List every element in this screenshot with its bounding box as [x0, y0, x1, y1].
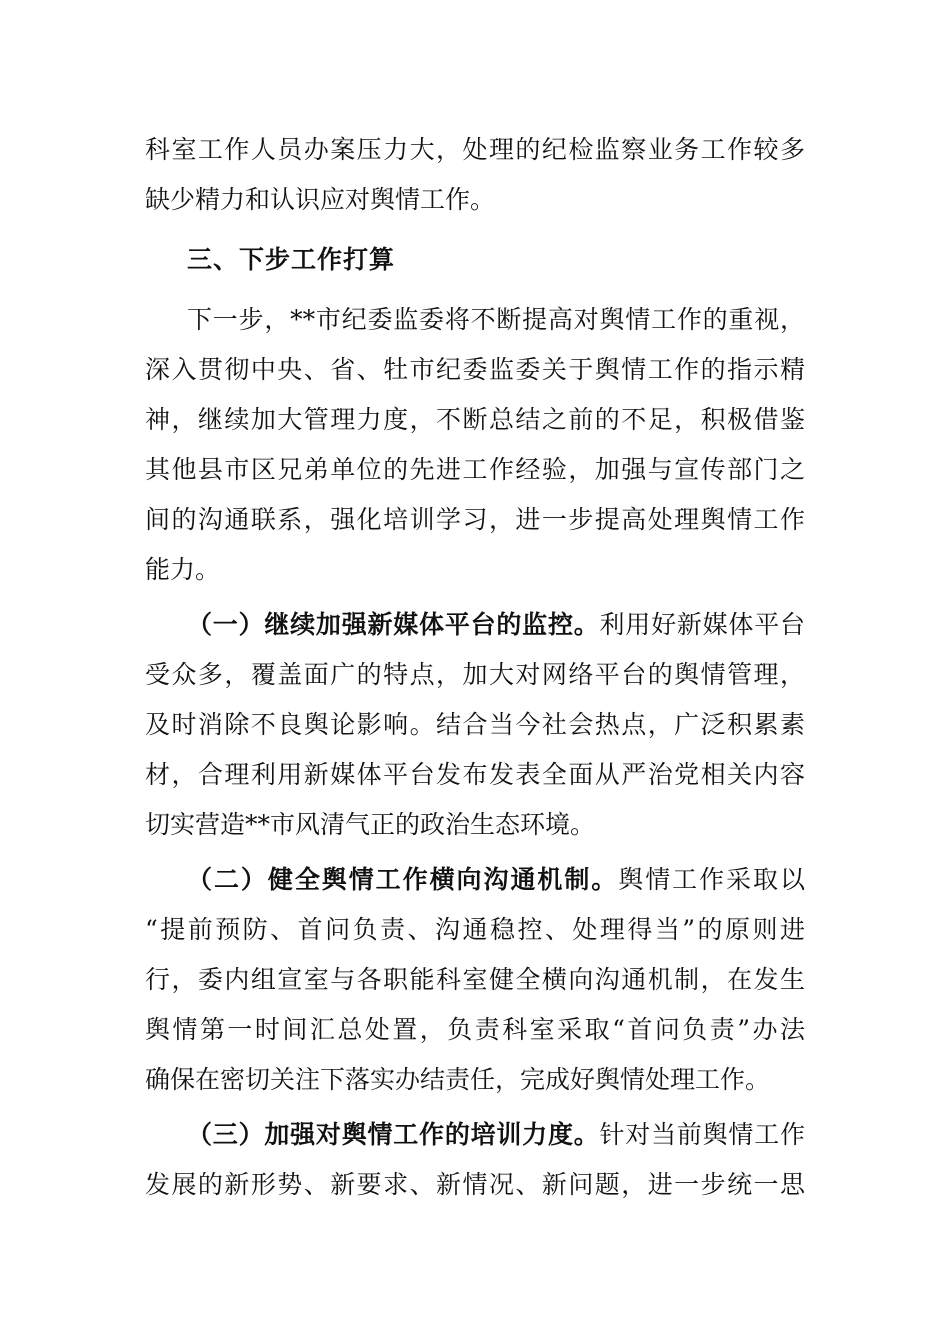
paragraph-line: 科室工作人员办案压力大，处理的纪检监察业务工作较多 [145, 135, 805, 164]
paragraph-line: 能力。 [145, 555, 221, 584]
subsection-title: （三）加强对舆情工作的培训力度。 [187, 1120, 600, 1149]
subsection-first-line [187, 605, 805, 645]
paragraph-line: 神，继续加大管理力度，不断总结之前的不足，积极借鉴 [145, 405, 805, 434]
subsection-title: （二）健全舆情工作横向沟通机制。 [187, 865, 619, 894]
paragraph-line: 深入贯彻中央、省、牡市纪委监委关于舆情工作的指示精 [145, 355, 805, 384]
subsection-title: （一）继续加强新媒体平台的监控。 [187, 610, 600, 639]
paragraph-line: 确保在密切关注下落实办结责任，完成好舆情处理工作。 [145, 1065, 771, 1094]
section-heading: 三、下步工作打算 [187, 245, 396, 274]
subsection-text: 针对当前舆情工作 [599, 1120, 805, 1149]
subsection-text: 利用好新媒体平台 [599, 610, 805, 639]
paragraph-line: 舆情第一时间汇总处置，负责科室采取“首问负责”办法 [145, 1015, 805, 1044]
subsection-text: 舆情工作采取以 [618, 865, 805, 894]
paragraph-line: 及时消除不良舆论影响。结合当今社会热点，广泛积累素 [145, 710, 805, 739]
paragraph-line: “提前预防、首问负责、沟通稳控、处理得当”的原则进 [145, 915, 805, 944]
paragraph-line: 其他县市区兄弟单位的先进工作经验，加强与宣传部门之 [145, 455, 805, 484]
paragraph-line: 间的沟通联系，强化培训学习，进一步提高处理舆情工作 [145, 505, 805, 534]
paragraph-line: 下一步，**市纪委监委将不断提高对舆情工作的重视， [187, 305, 805, 334]
paragraph-line: 材，合理利用新媒体平台发布发表全面从严治党相关内容 [145, 760, 805, 789]
paragraph-line: 缺少精力和认识应对舆情工作。 [145, 185, 496, 214]
paragraph-line: 行，委内组宣室与各职能科室健全横向沟通机制，在发生 [145, 965, 805, 994]
subsection-first-line [187, 1115, 805, 1155]
paragraph-line: 发展的新形势、新要求、新情况、新问题，进一步统一思 [145, 1170, 805, 1199]
subsection-first-line [187, 860, 805, 900]
paragraph-line: 受众多，覆盖面广的特点，加大对网络平台的舆情管理， [145, 660, 805, 689]
paragraph-line: 切实营造**市风清气正的政治生态环境。 [145, 810, 596, 839]
